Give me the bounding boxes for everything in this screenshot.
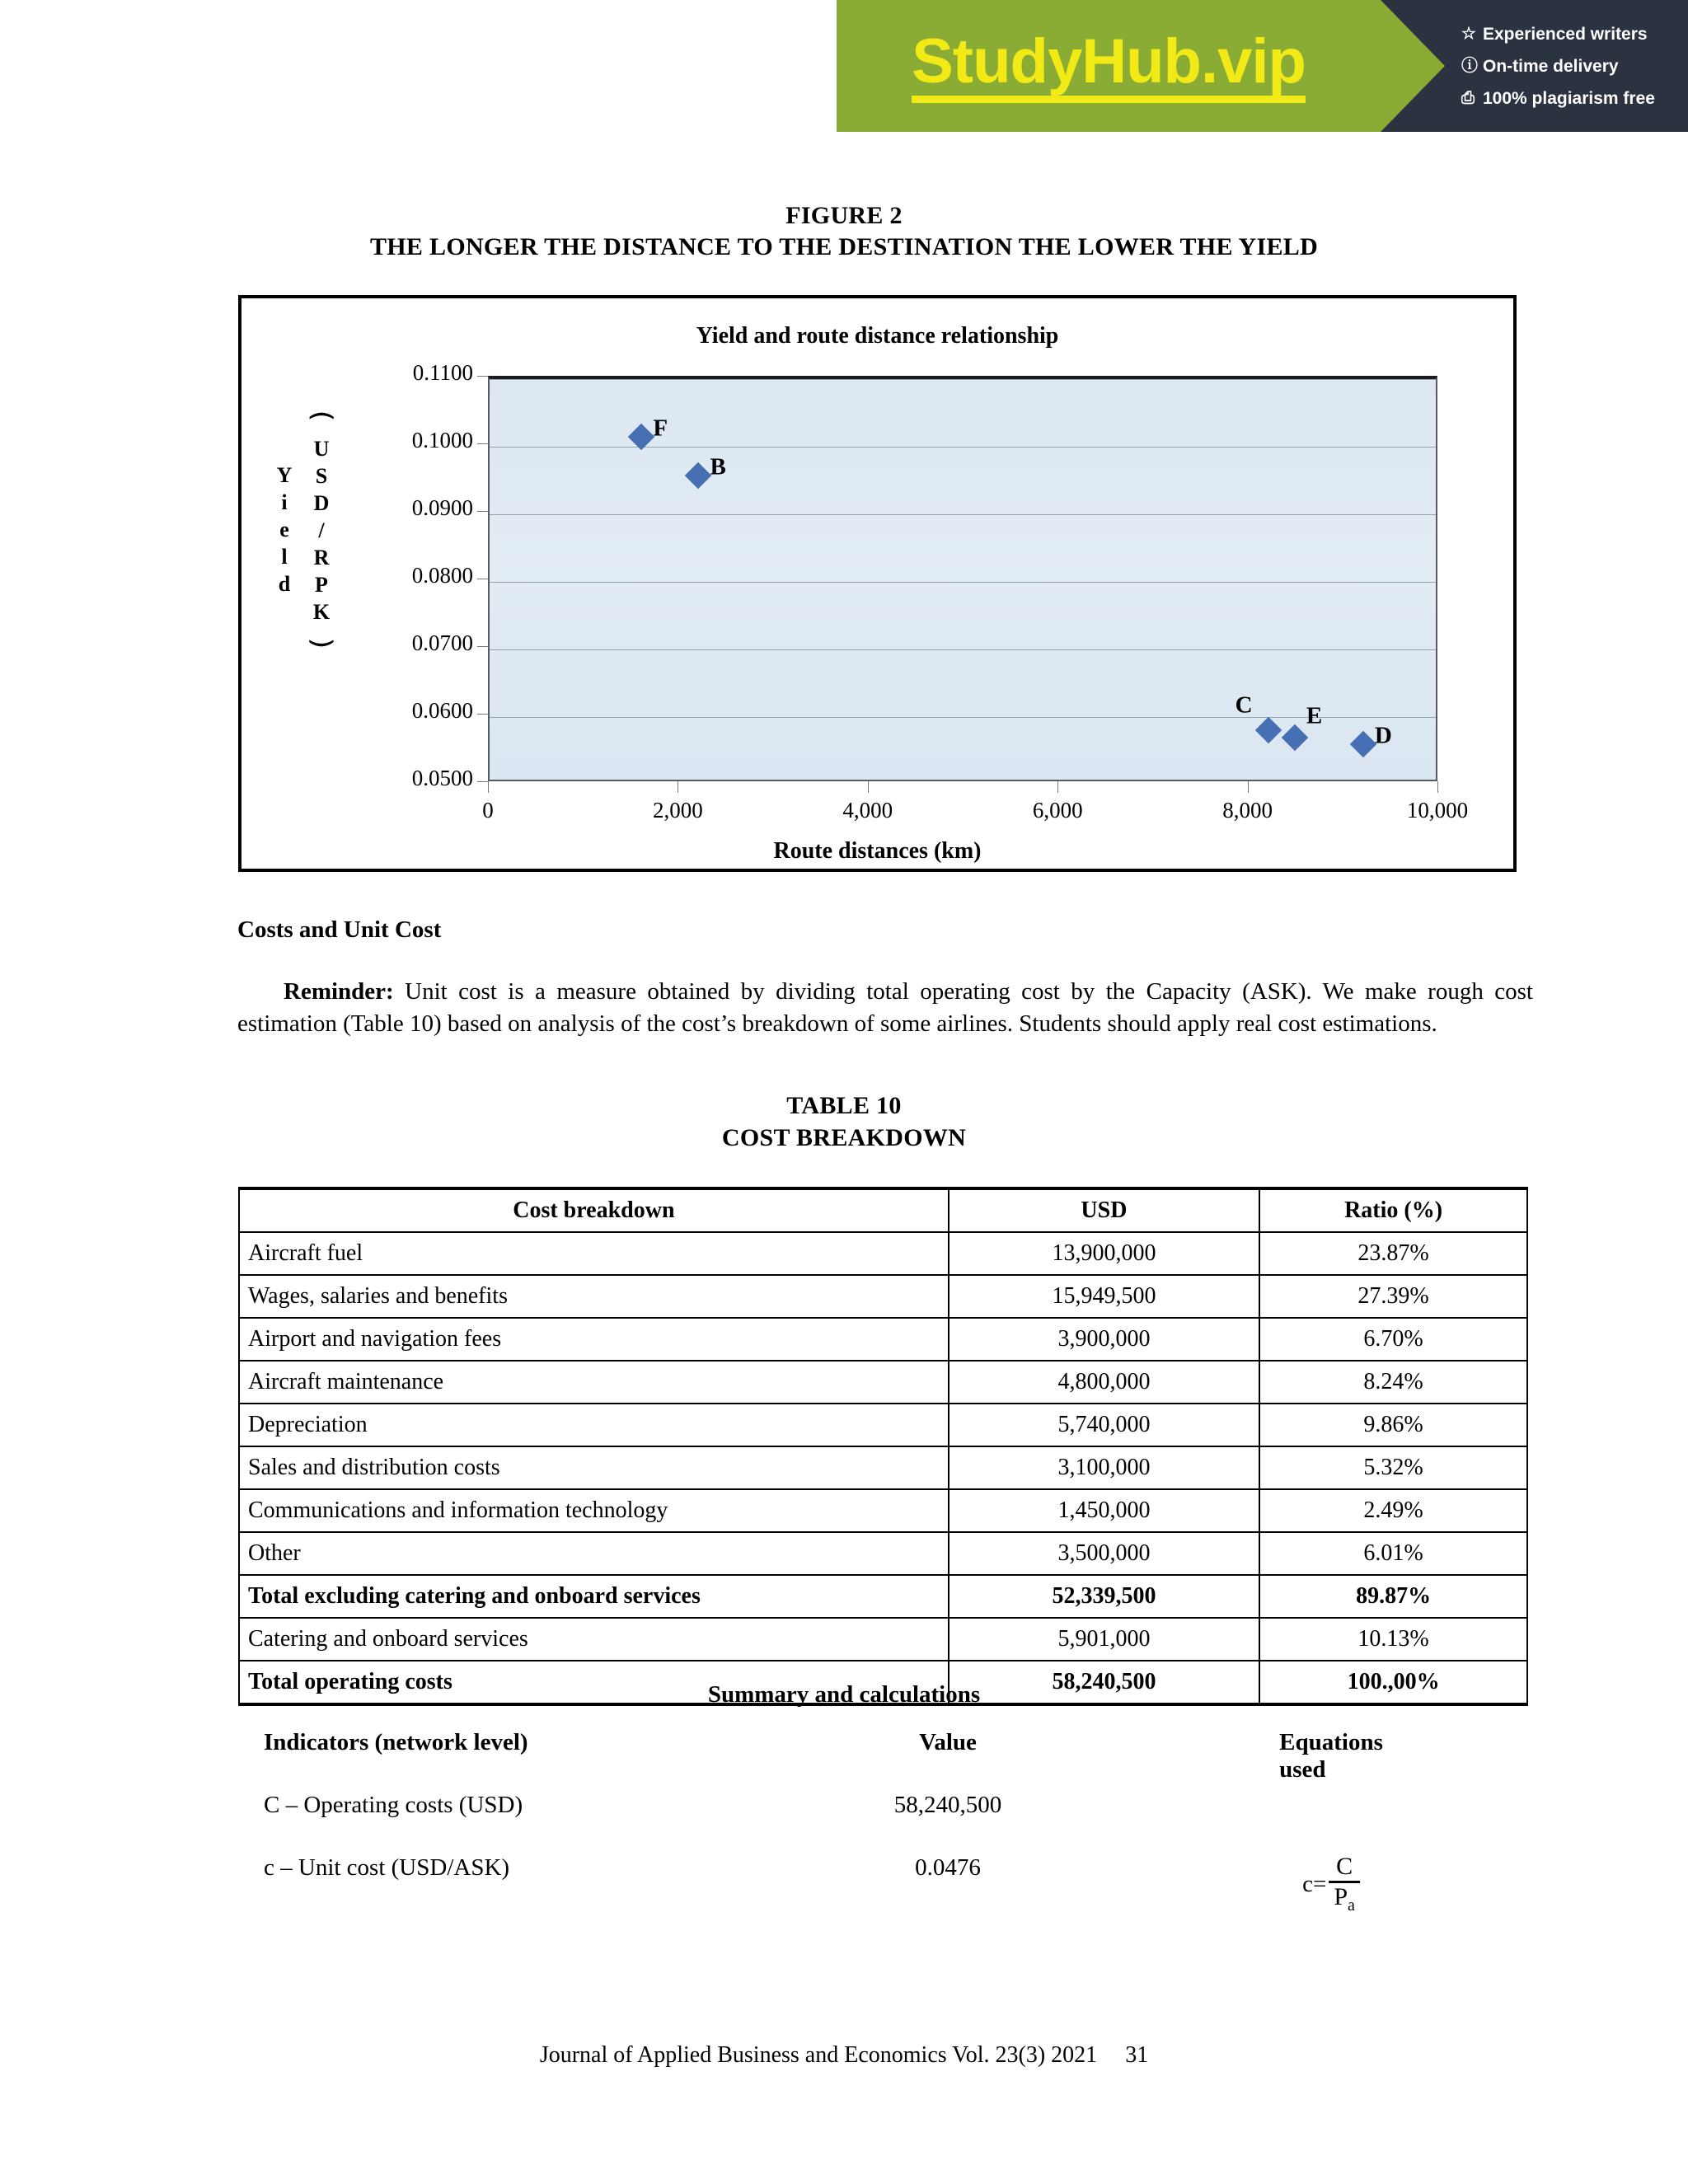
gridline (490, 649, 1436, 650)
y-axis-char: Y (276, 463, 293, 487)
y-axis-tick-mark (477, 714, 488, 715)
x-axis-tick-mark (868, 781, 869, 793)
reminder-body-text: Unit cost is a measure obtained by dividing total operating cost by the Capacity (ASK). We make rough cost estimation (Table 10) based on analysis of the cost’s breakdown of some airlines. Students should apply real cost estimations. (237, 978, 1533, 1037)
y-axis-tick-label: 0.1100 (412, 360, 473, 385)
table-row (239, 1275, 1527, 1318)
cell-usd: 58,240,500 (949, 1661, 1259, 1704)
formula-denominator (1329, 1883, 1360, 1914)
denominator-subscript: a (1348, 1896, 1355, 1915)
x-axis-tick-label: 0 (482, 798, 494, 823)
table-header-row (239, 1188, 1527, 1232)
x-axis-title: Route distances (km) (773, 838, 982, 864)
y-axis-title-unit-usd-rpk (307, 414, 335, 644)
summary-header-value: Value (919, 1729, 977, 1755)
x-axis-tick-mark (1437, 781, 1438, 793)
cell-ratio: 5.32% (1259, 1446, 1527, 1489)
footer-page-number: 31 (1125, 2042, 1149, 2068)
promo-bullet-label: 100% plagiarism free (1483, 88, 1655, 108)
formula-fraction (1329, 1854, 1360, 1914)
promo-banner (837, 0, 1688, 132)
column-header-cost-breakdown: Cost breakdown (239, 1188, 949, 1232)
y-axis-tick-label: 0.0700 (411, 630, 473, 655)
cell-cost-breakdown: Other (239, 1532, 949, 1575)
data-point-label-f: F (653, 415, 668, 442)
cell-cost-breakdown: Depreciation (239, 1404, 949, 1446)
footer-citation: Journal of Applied Business and Economics Vol. 23(3) 2021 (539, 2042, 1098, 2068)
summary-value: 58,240,500 (893, 1792, 1002, 1818)
promo-bullet-plagiarism-free (1461, 90, 1688, 107)
cell-ratio: 89.87% (1259, 1575, 1527, 1618)
x-axis-tick-label: 2,000 (653, 798, 703, 823)
cell-cost-breakdown: Aircraft maintenance (239, 1361, 949, 1404)
cell-usd: 5,901,000 (949, 1618, 1259, 1661)
x-axis-tick-mark (1057, 781, 1058, 793)
cost-breakdown-table (238, 1187, 1528, 1706)
data-point-marker-b[interactable] (685, 462, 712, 490)
figure-2-chart (238, 295, 1517, 872)
y-axis-char: R (313, 546, 330, 569)
data-point-label-e: E (1306, 702, 1323, 729)
cell-cost-breakdown: Sales and distribution costs (239, 1446, 949, 1489)
cell-ratio: 9.86% (1259, 1404, 1527, 1446)
y-axis-tick-label: 0.0500 (411, 766, 473, 790)
y-axis-tick-mark (477, 781, 488, 782)
column-header-usd: USD (949, 1188, 1259, 1232)
table-row (239, 1232, 1527, 1275)
summary-row-unit-cost (264, 1854, 1418, 1917)
y-axis-char: / (318, 518, 325, 542)
data-point-marker-d[interactable] (1350, 731, 1377, 758)
figure-label: FIGURE 2 (785, 202, 903, 229)
cell-usd: 13,900,000 (949, 1232, 1259, 1275)
formula-lhs: c= (1302, 1870, 1327, 1897)
table-row (239, 1532, 1527, 1575)
cell-usd: 15,949,500 (949, 1275, 1259, 1318)
gridline (490, 514, 1436, 515)
table-row (239, 1489, 1527, 1532)
denominator-base: P (1334, 1883, 1348, 1910)
table-label: TABLE 10 (786, 1092, 902, 1119)
x-axis-tick-mark (488, 781, 489, 793)
y-axis-tick-label: 0.0600 (411, 698, 473, 723)
table-caption (0, 1090, 1688, 1154)
summary-header-indicators: Indicators (network level) (264, 1729, 528, 1755)
promo-bullet-on-time-delivery (1461, 58, 1688, 75)
reminder-bold-label: Reminder: (284, 978, 394, 1005)
x-axis-tick-label: 10,000 (1406, 798, 1469, 823)
summary-indicator-label: c – Unit cost (USD/ASK) (264, 1854, 510, 1881)
reminder-paragraph (237, 976, 1533, 1039)
summary-header-row (264, 1729, 1418, 1792)
table-row (239, 1618, 1527, 1661)
cell-ratio: 27.39% (1259, 1275, 1527, 1318)
table-row (239, 1404, 1527, 1446)
y-axis-title-yield (270, 462, 298, 598)
data-point-label-b: B (710, 453, 726, 480)
y-axis-tick-mark (477, 511, 488, 512)
x-axis-tick-label: 6,000 (1032, 798, 1083, 823)
y-axis-char: e (279, 518, 289, 541)
y-axis-char: l (281, 545, 288, 569)
y-axis-char: P (315, 573, 328, 597)
y-axis-tick-label: 0.0800 (411, 563, 473, 588)
promo-bullet-label: Experienced writers (1483, 24, 1648, 44)
cell-usd: 3,100,000 (949, 1446, 1259, 1489)
unit-cost-formula (1302, 1854, 1360, 1914)
star-icon: ☆ (1461, 25, 1476, 43)
studyhub-logo[interactable]: StudyHub.vip (912, 29, 1306, 104)
cell-cost-breakdown: Aircraft fuel (239, 1232, 949, 1275)
cell-ratio: 100.,00% (1259, 1661, 1527, 1704)
cell-ratio: 6.01% (1259, 1532, 1527, 1575)
summary-block (264, 1729, 1418, 1917)
cell-cost-breakdown: Communications and information technology (239, 1489, 949, 1532)
y-axis-char: d (278, 572, 291, 596)
page-footer (0, 2042, 1688, 2069)
summary-row-operating-costs (264, 1792, 1418, 1854)
promo-bullet-label: On-time delivery (1483, 56, 1619, 76)
promo-bullet-experienced-writers (1461, 26, 1688, 43)
data-point-marker-e[interactable] (1282, 724, 1309, 751)
y-axis-char: K (312, 600, 331, 624)
cell-cost-breakdown: Airport and navigation fees (239, 1318, 949, 1361)
plot-area (488, 376, 1437, 781)
y-axis-tick-label: 0.0900 (411, 495, 473, 520)
formula-numerator: C (1336, 1853, 1353, 1880)
x-axis-tick-mark (1248, 781, 1249, 793)
section-heading-costs-and-unit-cost: Costs and Unit Cost (237, 916, 442, 943)
y-axis-tick-mark (477, 646, 488, 647)
cell-cost-breakdown: Wages, salaries and benefits (239, 1275, 949, 1318)
cell-ratio: 2.49% (1259, 1489, 1527, 1532)
table-row (239, 1318, 1527, 1361)
cell-ratio: 10.13% (1259, 1618, 1527, 1661)
table-row (239, 1575, 1527, 1618)
table-row (239, 1446, 1527, 1489)
data-point-label-c: C (1235, 691, 1253, 719)
figure-title: THE LONGER THE DISTANCE TO THE DESTINATION THE LOWER THE YIELD (369, 233, 1319, 261)
gridline (490, 447, 1436, 448)
cell-cost-breakdown: Catering and onboard services (239, 1618, 949, 1661)
cell-usd: 5,740,000 (949, 1404, 1259, 1446)
cell-cost-breakdown: Total operating costs (239, 1661, 949, 1704)
summary-value: 0.0476 (915, 1854, 981, 1881)
cell-usd: 3,900,000 (949, 1318, 1259, 1361)
data-point-label-d: D (1374, 722, 1392, 749)
y-axis-tick-mark (477, 376, 488, 377)
summary-indicator-label: C – Operating costs (USD) (264, 1792, 523, 1818)
gridline (490, 717, 1436, 718)
cell-usd: 52,339,500 (949, 1575, 1259, 1618)
table-row (239, 1361, 1527, 1404)
cell-usd: 1,450,000 (949, 1489, 1259, 1532)
cell-cost-breakdown: Total excluding catering and onboard services (239, 1575, 949, 1618)
gridline (490, 582, 1436, 583)
cell-usd: 3,500,000 (949, 1532, 1259, 1575)
shield-check-icon: ⎙ (1461, 89, 1475, 107)
summary-title: Summary and calculations (707, 1681, 981, 1708)
summary-equation (1302, 1854, 1360, 1914)
figure-caption (0, 200, 1688, 264)
y-axis-tick-mark (477, 443, 488, 444)
y-axis-paren-open: ⏜ (309, 414, 334, 441)
clock-icon: ⓘ (1461, 57, 1478, 75)
gridline (490, 379, 1436, 380)
column-header-ratio: Ratio (%) (1259, 1188, 1527, 1232)
cell-ratio: 6.70% (1259, 1318, 1527, 1361)
chart-title: Yield and route distance relationship (696, 323, 1059, 349)
y-axis-char: i (281, 490, 288, 514)
y-axis-paren-close: ⏝ (309, 617, 334, 644)
y-axis-char: D (313, 491, 330, 515)
y-axis-char: U (313, 437, 330, 461)
x-axis-tick-label: 8,000 (1222, 798, 1273, 823)
data-point-marker-c[interactable] (1254, 717, 1282, 744)
y-axis-tick-label: 0.1000 (411, 428, 473, 452)
cell-usd: 4,800,000 (949, 1361, 1259, 1404)
promo-logo-panel (837, 0, 1381, 132)
y-axis-char: S (315, 464, 328, 488)
summary-header-equations: Equations used (1279, 1729, 1383, 1783)
x-axis-tick-label: 4,000 (842, 798, 893, 823)
table-title: COST BREAKDOWN (721, 1124, 967, 1151)
cell-ratio: 8.24% (1259, 1361, 1527, 1404)
cell-ratio: 23.87% (1259, 1232, 1527, 1275)
